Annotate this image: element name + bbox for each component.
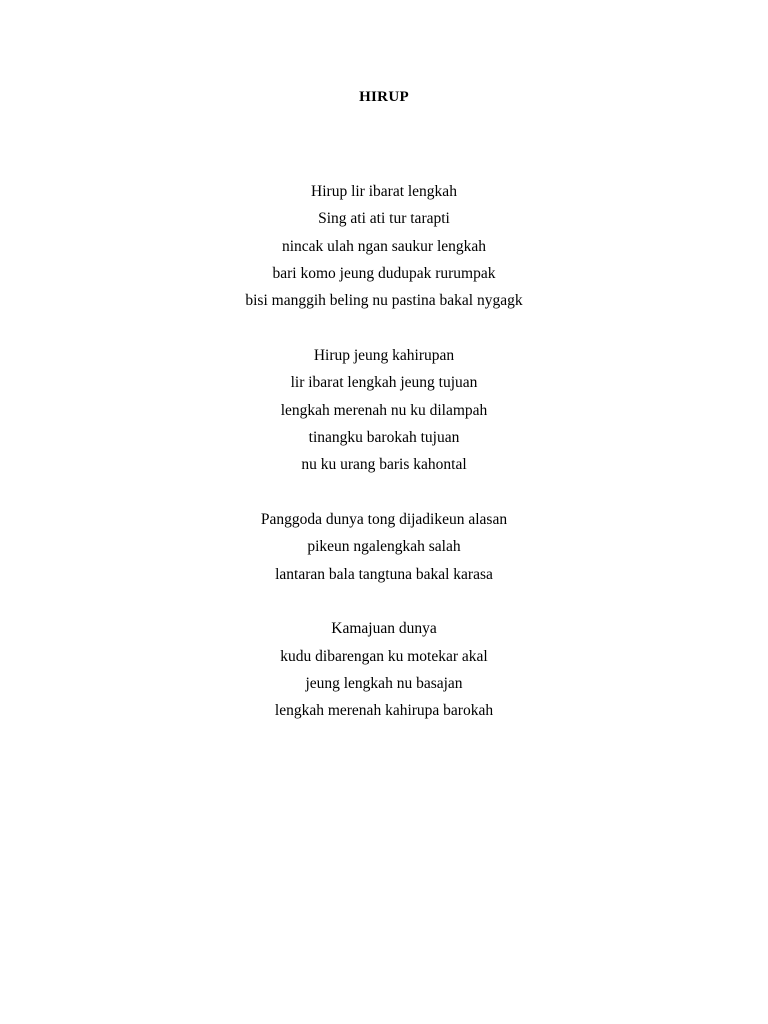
poem-line: Hirup jeung kahirupan	[313, 346, 455, 364]
poem-line: lir ibarat lengkah jeung tujuan	[290, 374, 478, 392]
poem-line: nincak ulah ngan saukur lengkah	[281, 237, 487, 255]
stanza-3	[0, 506, 768, 588]
poem-line: lengkah merenah kahirupa barokah	[274, 702, 494, 720]
poem-line: Hirup lir ibarat lengkah	[311, 183, 457, 200]
poem-title: HIRUP	[359, 89, 409, 105]
poem-line: Panggoda dunya tong dijadikeun alasan	[260, 510, 508, 528]
poem-line: tinangku barokah tujuan	[308, 428, 460, 446]
stanza-1	[0, 178, 768, 314]
poem-line: bari komo jeung dudupak rurumpak	[272, 264, 496, 282]
poem-line: Kamajuan dunya	[331, 620, 437, 638]
poem-line: jeung lengkah nu basajan	[305, 674, 463, 692]
poem-line: bisi manggih beling nu pastina bakal nygagk	[245, 292, 523, 310]
poem-line: lantaran bala tangtuna bakal karasa	[275, 565, 493, 583]
stanza-2	[0, 342, 768, 478]
poem-line: pikeun ngalengkah salah	[307, 538, 461, 556]
poem-line: Sing ati ati tur tarapti	[318, 210, 450, 228]
poem-line: kudu dibarengan ku motekar akal	[280, 647, 488, 665]
poem-line: lengkah merenah nu ku dilampah	[280, 401, 488, 419]
poem-line: nu ku urang baris kahontal	[301, 456, 467, 474]
poem-body	[0, 178, 768, 752]
stanza-4	[0, 615, 768, 724]
